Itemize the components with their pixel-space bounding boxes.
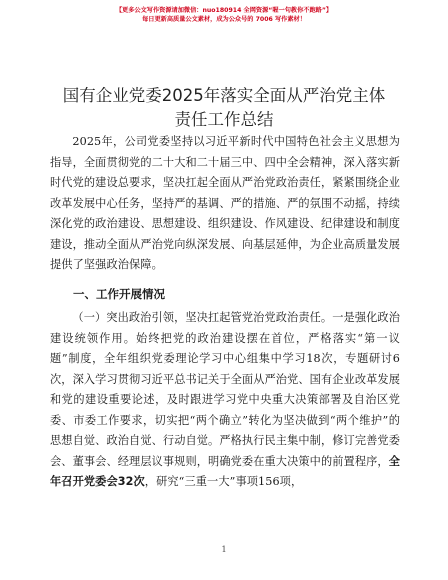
page-number: 1 (221, 545, 227, 554)
paragraph-bold-text: 全年召开党委会32次 (50, 454, 400, 488)
paragraph-text: （一）突出政治引领，坚决扛起管党治党政治责任。一是强化政治建设统领作用。始终把党的政治建设摆在首位，严格落实“第一议题”制度，全年组织党委理论学习中心组集中学习18次，专题研讨6次，深入学习贯彻习近平总书记关于全面从严治党、国有企业改革发展和党的建设重要论述，及时跟进学习党中央重大决策部署及自治区党委、市委工作要求，切实把“两个确立”转化为坚决做到“两个维护”的思想自觉、政治自觉、行动自觉。严格执行民主集中制，修订完善党委会、董事会、经理层议事规则，明确党委在重大决策中的前置程序， (50, 311, 400, 468)
paragraph-tail-text: ，研究“三重一大”事项156项， (144, 475, 303, 488)
promo-banner-line-2: 每日更新高质量公文素材，成为公众号的 7006 写作素材！ (142, 16, 306, 23)
promo-banner-line-1: 【更多公文写作资源请加微信：nuo180914 全网资源“喔一句教你不跑路”】 (115, 7, 333, 14)
promo-banner (0, 6, 448, 24)
section-heading: 一、工作开展情况 (73, 286, 165, 301)
section-paragraph (50, 308, 400, 493)
intro-paragraph: 2025年，公司党委坚持以习近平新时代中国特色社会主义思想为指导，全面贯彻党的二十大和二十届三中、四中全会精神，深入落实新时代党的建设总要求，坚决扛起全面从严治党政治责任，紧紧围绕企业改革发展中心任务，坚持严的基调、严的措施、严的氛围不动摇，持续深化党的政治建设、思想建设、组织建设、作风建设、纪律建设和制度建设，推动全面从严治党向纵深发展、向基层延伸，为企业高质量发展提供了坚强政治保障。 (50, 135, 400, 271)
document-body (50, 132, 400, 493)
document-title: 国有企业党委2025年落实全面从严治党主体责任工作总结 (62, 86, 386, 129)
